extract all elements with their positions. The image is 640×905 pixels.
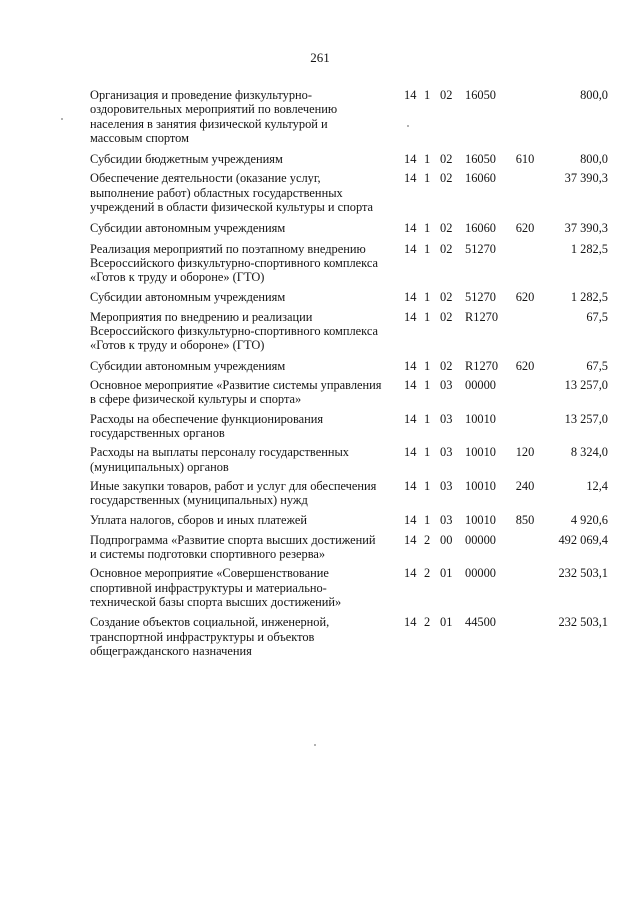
code-section: 14 [404,478,417,493]
code-subprogram: 00 [440,532,453,547]
row-name: Создание объектов социальной, инженерной, транспортной инфраструктуры и объектов общегражданского назначения [90,615,330,658]
row-name: Реализация мероприятий по поэтапному внедрению Всероссийского физкультурно-спортивного комплекса «Готов к труду и обороне» (ГТО) [90,241,379,285]
code-direction: 10010 [465,445,496,460]
code-program: 1 [424,445,431,460]
code-program: 2 [424,615,431,630]
amount: 12,4 [586,478,608,493]
row-name: Основное мероприятие «Совершенствование спортивной инфраструктуры и материально-технической базы спорта высших достижений» [90,566,342,609]
table-row [90,412,608,441]
code-subprogram: 03 [440,378,453,393]
page-number: 261 [310,50,330,65]
code-direction: 16060 [465,171,496,186]
code-section: 14 [404,378,417,393]
code-direction: 10010 [465,411,496,426]
code-program: 1 [424,478,431,493]
code-subprogram: 02 [440,152,453,167]
code-program: 1 [424,88,431,102]
amount: 13 257,0 [564,411,608,426]
code-program: 1 [424,241,431,256]
amount: 67,5 [586,309,608,324]
table-row [90,290,608,304]
table-row [90,242,608,285]
code-program: 1 [424,358,431,373]
code-section: 14 [404,513,417,528]
code-direction: 51270 [465,241,496,256]
code-direction: 16060 [465,221,496,236]
code-program: 1 [424,378,431,393]
amount: 232 503,1 [558,615,608,630]
table-row [90,378,608,407]
row-name: Организация и проведение физкультурно-оздоровительных мероприятий по вовлечению населения в занятия физической культурой и массовым спортом [90,88,338,145]
code-subprogram: 01 [440,566,453,581]
code-program: 2 [424,532,431,547]
code-program: 1 [424,152,431,167]
code-subprogram: 02 [440,358,453,373]
row-name: Основное мероприятие «Развитие системы управления в сфере физической культуры и спорта» [90,378,382,407]
code-subprogram: 03 [440,478,453,493]
code-section: 14 [404,221,417,236]
table-row [90,171,608,214]
code-subprogram: 03 [440,445,453,460]
code-program: 1 [424,513,431,528]
row-name: Обеспечение деятельности (оказание услуг, выполнение работ) областных государственных учреждений в области физической культуры и спорта [90,171,374,215]
code-direction: 44500 [465,615,496,630]
table-row [90,152,608,166]
expense-type: 120 [515,445,535,460]
code-direction: 00000 [465,378,496,393]
table-row [90,513,608,527]
table-row [90,533,608,562]
code-subprogram: 02 [440,171,453,186]
table-row [90,359,608,373]
expense-type: 240 [515,478,535,493]
expense-type: 620 [515,221,535,236]
row-name: Субсидии автономным учреждениям [90,289,286,304]
amount: 800,0 [580,88,608,102]
code-program: 1 [424,221,431,236]
code-section: 14 [404,289,417,304]
budget-table [90,88,608,658]
code-subprogram: 02 [440,309,453,324]
code-subprogram: 01 [440,615,453,630]
scan-speck [314,744,316,746]
code-section: 14 [404,532,417,547]
code-section: 14 [404,445,417,460]
expense-type: 620 [515,358,535,373]
amount: 37 390,3 [564,221,608,236]
row-name: Расходы на обеспечение функционирования государственных органов [90,411,324,440]
code-direction: 16050 [465,152,496,167]
row-name: Расходы на выплаты персоналу государственных (муниципальных) органов [90,445,349,474]
code-subprogram: 03 [440,411,453,426]
expense-type: 620 [515,289,535,304]
scan-speck [61,118,63,120]
code-direction: 16050 [465,88,496,102]
row-name: Уплата налогов, сборов и иных платежей [90,513,308,528]
amount: 800,0 [580,152,608,167]
row-name: Мероприятия по внедрению и реализации Всероссийского физкультурно-спортивного комплекса «Готов к труду и обороне» (ГТО) [90,309,379,353]
code-direction: 00000 [465,566,496,581]
table-row [90,310,608,353]
amount: 67,5 [586,358,608,373]
amount: 1 282,5 [570,289,608,304]
code-direction: 10010 [465,513,496,528]
code-section: 14 [404,615,417,630]
code-program: 2 [424,566,431,581]
code-direction: 00000 [465,532,496,547]
amount: 8 324,0 [570,445,608,460]
code-section: 14 [404,309,417,324]
code-direction: 51270 [465,289,496,304]
code-subprogram: 02 [440,88,453,102]
code-subprogram: 02 [440,289,453,304]
code-section: 14 [404,566,417,581]
code-program: 1 [424,289,431,304]
amount: 4 920,6 [570,513,608,528]
code-subprogram: 03 [440,513,453,528]
row-name: Субсидии автономным учреждениям [90,221,286,236]
amount: 37 390,3 [564,171,608,186]
row-name: Подпрограмма «Развитие спорта высших достижений и системы подготовки спортивного резерва» [90,532,376,562]
code-section: 14 [404,88,417,102]
code-section: 14 [404,171,417,186]
code-section: 14 [404,152,417,167]
code-direction: R1270 [465,309,499,324]
table-row [90,615,608,658]
code-section: 14 [404,411,417,426]
amount: 492 069,4 [558,532,608,547]
code-section: 14 [404,241,417,256]
expense-type: 610 [515,152,535,167]
table-row [90,566,608,609]
table-row [90,445,608,474]
code-direction: 10010 [465,478,496,493]
row-name: Иные закупки товаров, работ и услуг для обеспечения государственных (муниципальных) нужд [90,478,377,508]
amount: 1 282,5 [570,241,608,256]
table-row [90,221,608,235]
row-name: Субсидии автономным учреждениям [90,358,286,373]
amount: 232 503,1 [558,566,608,581]
scan-speck [407,125,409,127]
expense-type: 850 [515,513,535,528]
code-subprogram: 02 [440,221,453,236]
code-program: 1 [424,171,431,186]
row-name: Субсидии бюджетным учреждениям [90,152,283,167]
code-program: 1 [424,309,431,324]
code-section: 14 [404,358,417,373]
code-direction: R1270 [465,358,499,373]
code-program: 1 [424,411,431,426]
table-row [90,479,608,508]
table-row [90,88,608,145]
amount: 13 257,0 [564,378,608,393]
code-subprogram: 02 [440,241,453,256]
